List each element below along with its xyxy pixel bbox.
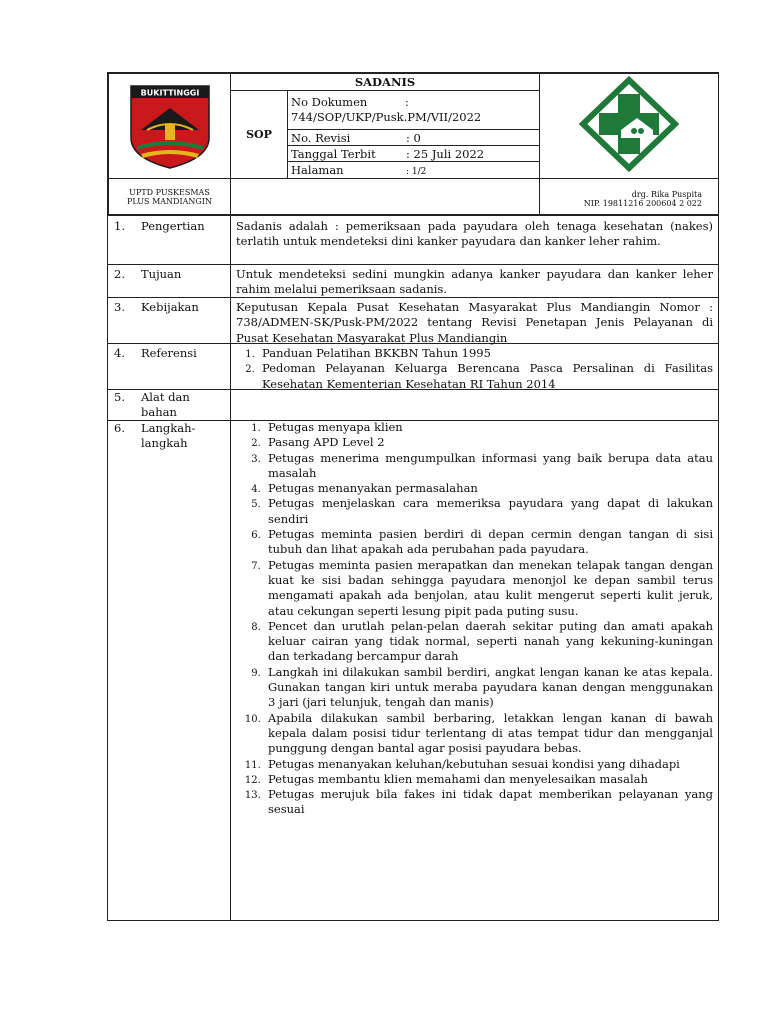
no-dokumen-separator: :	[404, 95, 409, 109]
signature-name: drg. Rika Puspita	[631, 189, 702, 199]
section-alat-bahan	[108, 389, 719, 420]
tanggal-terbit-cell	[288, 146, 540, 162]
halaman-label: Halaman	[291, 163, 344, 177]
section-tujuan	[108, 264, 719, 297]
left-logo-cell	[109, 74, 231, 179]
section-label	[141, 390, 190, 420]
list-item: 11. Petugas menanyakan keluhan/kebutuhan sesuai kondisi yang dihadapi	[264, 757, 713, 772]
list-item: 1. Petugas menyapa klien	[264, 420, 713, 435]
bukittinggi-emblem-icon	[127, 78, 213, 170]
list-item: 9. Langkah ini dilakukan sambil berdiri, angkat lengan kanan ke atas kepala. Gunakan tangan kiri untuk meraba payudara kanan dengan menggunakan 3 jari (jari telunjuk, tengah dan manis)	[264, 665, 713, 711]
halaman-value: : 1/2	[406, 167, 427, 177]
langkah-list	[236, 420, 713, 818]
no-revisi-cell	[288, 130, 540, 146]
list-item: 13. Petugas merujuk bila fakes ini tidak dapat memberikan pelayanan yang sesuai	[264, 787, 713, 818]
no-dokumen-value: 744/SOP/UKP/Pusk.PM/VII/2022	[291, 110, 482, 124]
tanggal-terbit-label: Tanggal Terbit	[291, 146, 376, 161]
section-label-line-1: Langkah-	[141, 421, 196, 435]
section-label: Tujuan	[141, 267, 182, 281]
referensi-list	[236, 346, 713, 392]
section-label: Kebijakan	[141, 300, 199, 314]
list-item: 5. Petugas menjelaskan cara memeriksa payudara yang dapat di lakukan sendiri	[264, 496, 713, 527]
list-item: 2. Pasang APD Level 2	[264, 435, 713, 450]
organization-line-1: UPTD PUSKESMAS	[129, 187, 210, 197]
section-text: Untuk mendeteksi sedini mungkin adanya kanker payudara dan kanker leher rahim melalui pemeriksaan sadanis.	[236, 267, 713, 297]
list-item: 3. Petugas menerima mengumpulkan informasi yang baik berupa data atau masalah	[264, 451, 713, 482]
section-text: Keputusan Kepala Pusat Kesehatan Masyarakat Plus Mandiangin Nomor : 738/ADMEN-SK/Pusk-PM/2022 tentang Revisi Penetapan Jenis Pelayanan di Pusat Kesehatan Masyarakat Plus Mandiangin	[236, 300, 713, 345]
section-label-line-2: langkah	[141, 436, 188, 450]
no-revisi-value: : 0	[406, 130, 421, 145]
document-title: SADANIS	[231, 74, 540, 91]
no-dokumen-label: No Dokumen	[291, 95, 368, 109]
signature-cell	[540, 179, 719, 215]
section-label-line-2: bahan	[141, 405, 177, 419]
section-pengertian	[108, 215, 719, 264]
no-revisi-label: No. Revisi	[291, 130, 351, 145]
list-item: 7. Petugas meminta pasien merapatkan dan menekan telapak tangan dengan kuat ke sisi badan sehingga payudara menonjol ke depan sambil terus mengamati apakah ada benjolan, atau kulit mengerut seperti kulit jeruk, atau cekungan seperti lesung pipit pada puting susu.	[264, 558, 713, 619]
sop-header-table	[108, 73, 719, 215]
section-number: 6.	[114, 421, 125, 435]
sop-document	[107, 72, 719, 921]
list-item: 1. Panduan Pelatihan BKKBN Tahun 1995	[258, 346, 713, 361]
list-item: 4. Petugas menanyakan permasalahan	[264, 481, 713, 496]
list-item: 8. Pencet dan urutlah pelan-pelan daerah sekitar puting dan amati apakah keluar cairan yang tidak normal, seperti nanah yang kekuning-kuningan dan terkadang bercampur darah	[264, 619, 713, 665]
section-number: 4.	[114, 346, 125, 360]
tanggal-terbit-value: : 25 Juli 2022	[406, 146, 485, 161]
section-label	[141, 421, 195, 451]
section-number: 2.	[114, 267, 125, 281]
section-langkah	[108, 420, 719, 922]
section-number: 1.	[114, 219, 125, 233]
list-item: 12. Petugas membantu klien memahami dan menyelesaikan masalah	[264, 772, 713, 787]
section-label: Referensi	[141, 346, 197, 360]
list-item: 2. Pedoman Pelayanan Keluarga Berencana Pasca Persalinan di Fasilitas Kesehatan Kementerian Kesehatan RI Tahun 2014	[258, 361, 713, 392]
list-item: 10. Apabila dilakukan sambil berbaring, letakkan lengan kanan di bawah kepala dalam posisi tidur terlentang di atas tempat tidur dan mengganjal punggung dengan bantal agar posisi payudara bebas.	[264, 711, 713, 757]
list-item: 6. Petugas meminta pasien berdiri di depan cermin dengan tangan di sisi tubuh dan lihat apakah ada perubahan pada payudara.	[264, 527, 713, 558]
section-label: Pengertian	[141, 219, 205, 233]
section-referensi	[108, 343, 719, 389]
right-logo-cell	[540, 74, 719, 179]
blank-cell	[231, 179, 540, 215]
section-label-line-1: Alat dan	[141, 390, 190, 404]
sop-label: SOP	[231, 91, 288, 179]
section-number: 3.	[114, 300, 125, 314]
section-text: Sadanis adalah : pemeriksaan pada payudara oleh tenaga kesehatan (nakes) terlatih untuk mendeteksi dini kanker payudara dan kanker leher rahim.	[236, 219, 713, 249]
organization-cell	[109, 179, 231, 215]
section-number: 5.	[114, 390, 125, 404]
signature-nip: NIP. 19811216 200604 2 022	[583, 198, 702, 208]
no-dokumen-cell	[288, 91, 540, 130]
puskesmas-logo-icon	[577, 76, 681, 172]
organization-line-2: PLUS MANDIANGIN	[127, 196, 212, 206]
section-kebijakan	[108, 297, 719, 343]
halaman-cell	[288, 162, 540, 179]
svg-text:BUKITTINGGI: BUKITTINGGI	[140, 88, 199, 98]
